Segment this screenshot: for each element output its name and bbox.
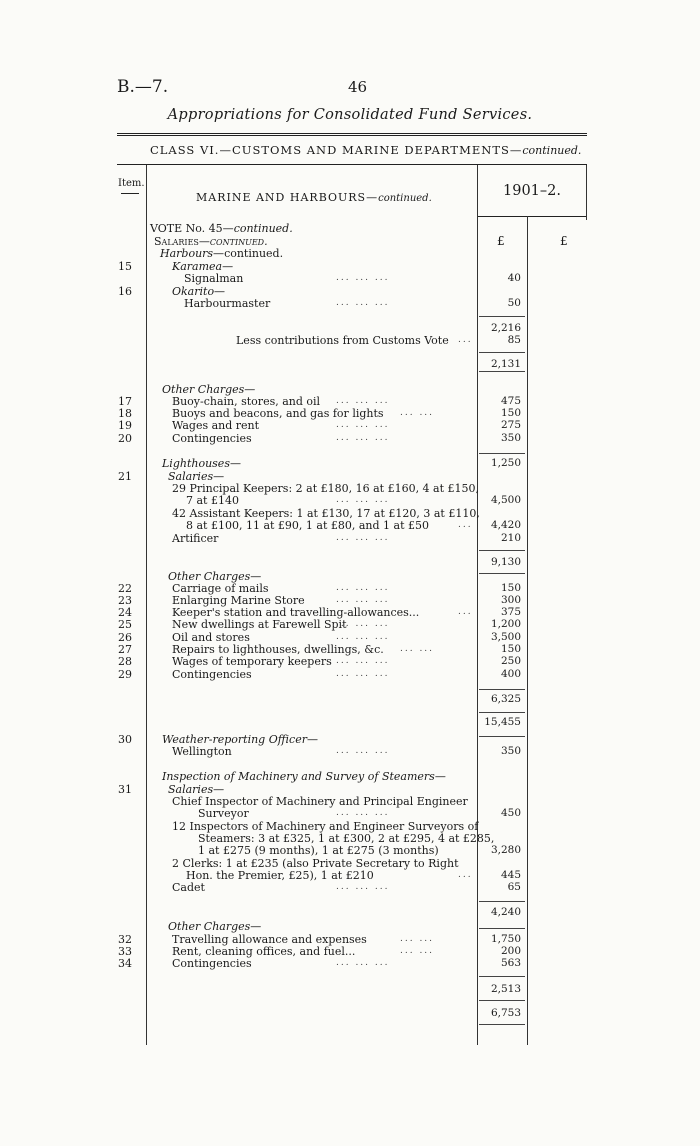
leader-dots: ... ... ... <box>336 583 390 593</box>
year-column-header: 1901–2. <box>503 183 561 199</box>
table-row <box>0 618 700 631</box>
item-number: 21 <box>118 470 132 483</box>
item-number: 17 <box>118 395 132 408</box>
page-number: 46 <box>348 78 368 96</box>
item-number: 27 <box>118 643 132 656</box>
subtotal-rule <box>479 573 525 574</box>
item-description: Cadet <box>172 881 205 894</box>
section-heading: MARINE AND HARBOURS—continued. <box>196 191 432 204</box>
table-row <box>0 432 700 445</box>
table-row <box>0 920 700 933</box>
item-number: 24 <box>118 606 132 619</box>
item-description: 7 at £140 <box>186 494 239 507</box>
title-rule-double <box>117 135 587 136</box>
item-description: Surveyor <box>198 807 249 820</box>
item-number: 16 <box>118 285 132 298</box>
subtotal-rule <box>479 1000 525 1001</box>
item-header-dash <box>121 193 139 194</box>
table-row <box>0 358 700 371</box>
leader-dots: ... <box>458 335 473 345</box>
amount-value: 445 <box>500 869 521 881</box>
subtotal-rule <box>479 928 525 929</box>
item-description: Repairs to lighthouses, dwellings, &c. <box>172 643 384 656</box>
table-row <box>0 1007 700 1020</box>
item-description: Travelling allowance and expenses <box>172 933 367 946</box>
leader-dots: ... ... ... <box>336 958 390 968</box>
leader-dots: ... ... ... <box>336 420 390 430</box>
item-description: Lighthouses— <box>162 457 241 470</box>
item-number: 15 <box>118 260 132 273</box>
amount-value: 150 <box>500 582 521 594</box>
amount-value: 563 <box>500 957 521 969</box>
table-row <box>0 668 700 681</box>
subtotal-rule <box>479 316 525 317</box>
item-number: 29 <box>118 668 132 681</box>
leader-dots: ... ... ... <box>336 298 390 308</box>
leader-dots: ... ... ... <box>336 808 390 818</box>
subtotal-rule <box>479 736 525 737</box>
subtotal-rule <box>479 371 525 372</box>
amount-value: 4,420 <box>490 519 521 531</box>
table-row <box>0 519 700 532</box>
item-description: Artificer <box>172 532 219 545</box>
amount-value: 1,200 <box>490 618 521 630</box>
amount-value: 350 <box>500 432 521 444</box>
item-description: Other Charges— <box>168 570 262 583</box>
amount-value: 275 <box>500 419 521 431</box>
item-number: 20 <box>118 432 132 445</box>
amount-value: 85 <box>507 334 521 346</box>
item-description: Salaries— <box>168 470 225 483</box>
item-description: Chief Inspector of Machinery and Principal Engineer <box>172 795 468 808</box>
item-description: 8 at £100, 11 at £90, 1 at £80, and 1 at £50 <box>186 519 430 532</box>
amount-value: 4,240 <box>490 906 521 918</box>
amount-value: 1,750 <box>490 933 521 945</box>
amount-value: 475 <box>500 395 521 407</box>
item-description: Weather-reporting Officer— <box>162 733 318 746</box>
amount-value: 350 <box>500 745 521 757</box>
item-description: Less contributions from Customs Vote <box>236 334 449 347</box>
item-description: Contingencies <box>172 957 252 970</box>
amount-value: 400 <box>500 668 521 680</box>
subtotal-rule <box>479 453 525 454</box>
page-title: Appropriations for Consolidated Fund Services. <box>167 107 533 123</box>
right-edge-line <box>586 165 587 220</box>
continued-note: continued. <box>224 247 284 260</box>
subtotal-rule <box>479 712 525 713</box>
leader-dots: ... <box>458 607 473 617</box>
table-row <box>0 844 700 857</box>
table-row <box>0 272 700 285</box>
item-number: 19 <box>118 419 132 432</box>
item-number: 23 <box>118 594 132 607</box>
table-row <box>0 716 700 729</box>
continued-note: continued. <box>233 222 293 235</box>
item-description: Steamers: 3 at £325, 1 at £300, 2 at £295, 4 at £285, <box>198 832 495 845</box>
item-number: 28 <box>118 655 132 668</box>
amount-value: 2,216 <box>490 322 521 334</box>
subtotal-rule <box>479 901 525 902</box>
subtotal-rule <box>479 689 525 690</box>
pound-sign-column-1: £ <box>497 234 505 248</box>
table-row <box>0 334 700 347</box>
table-row <box>0 532 700 545</box>
table-row <box>0 222 700 235</box>
item-description: 29 Principal Keepers: 2 at £180, 16 at £160, 4 at £150, <box>172 482 480 495</box>
leader-dots: ... <box>458 520 473 530</box>
table-row <box>0 770 700 783</box>
amount-value: 65 <box>507 881 521 893</box>
amount-value: 50 <box>507 297 521 309</box>
table-row <box>0 655 700 668</box>
pound-sign-column-2: £ <box>560 234 568 248</box>
item-description: Keeper's station and travelling-allowances... <box>172 606 420 619</box>
leader-dots: ... ... <box>400 946 435 956</box>
table-row <box>0 881 700 894</box>
title-rule <box>117 133 587 134</box>
item-description: Karamea— <box>172 260 234 273</box>
item-description: New dwellings at Farewell Spit <box>172 618 347 631</box>
table-row <box>0 457 700 470</box>
item-description: Carriage of mails <box>172 582 269 595</box>
item-description: Harbourmaster <box>184 297 271 310</box>
table-row <box>0 983 700 996</box>
document-reference: B.—7. <box>117 77 169 97</box>
item-description: Enlarging Marine Store <box>172 594 305 607</box>
year-header-rule <box>478 216 587 217</box>
table-row <box>0 297 700 310</box>
leader-dots: ... ... ... <box>336 433 390 443</box>
leader-dots: ... ... ... <box>336 595 390 605</box>
table-row <box>0 247 700 260</box>
item-description: Rent, cleaning offices, and fuel... <box>172 945 356 958</box>
item-description: Harbours—continued. <box>160 247 284 260</box>
table-row <box>0 906 700 919</box>
table-row <box>0 957 700 970</box>
amount-value: 250 <box>500 655 521 667</box>
amount-value: 40 <box>507 272 521 284</box>
leader-dots: ... ... ... <box>336 495 390 505</box>
item-description: Buoy-chain, stores, and oil <box>172 395 321 408</box>
item-number: 22 <box>118 582 132 595</box>
item-description: Salaries—continued. <box>154 235 268 248</box>
amount-value: 6,325 <box>490 693 521 705</box>
continued-note: continued. <box>209 235 268 248</box>
amount-value: 150 <box>500 407 521 419</box>
item-description: Hon. the Premier, £25), 1 at £210 <box>186 869 374 882</box>
item-description: Other Charges— <box>162 383 256 396</box>
item-column-header: Item. <box>118 178 145 189</box>
class-heading: CLASS VI.—CUSTOMS AND MARINE DEPARTMENTS—continued. <box>150 143 582 157</box>
amount-value: 2,131 <box>490 358 521 370</box>
item-description: VOTE No. 45—continued. <box>150 222 293 235</box>
item-description: 2 Clerks: 1 at £235 (also Private Secretary to Right <box>172 857 459 870</box>
table-row <box>0 419 700 432</box>
subtotal-rule <box>479 1024 525 1025</box>
item-description: Wellington <box>172 745 232 758</box>
item-description: Inspection of Machinery and Survey of Steamers— <box>162 770 446 783</box>
leader-dots: ... ... ... <box>336 882 390 892</box>
item-description: Other Charges— <box>168 920 262 933</box>
item-number: 34 <box>118 957 132 970</box>
table-row <box>0 745 700 758</box>
leader-dots: ... ... ... <box>336 656 390 666</box>
item-number: 32 <box>118 933 132 946</box>
leader-dots: ... ... <box>400 934 435 944</box>
leader-dots: ... ... ... <box>336 619 390 629</box>
item-number: 26 <box>118 631 132 644</box>
amount-value: 375 <box>500 606 521 618</box>
item-number: 25 <box>118 618 132 631</box>
table-row <box>0 556 700 569</box>
leader-dots: ... ... ... <box>336 533 390 543</box>
item-description: Buoys and beacons, and gas for lights <box>172 407 384 420</box>
table-row <box>0 494 700 507</box>
amount-value: 450 <box>500 807 521 819</box>
leader-dots: ... ... ... <box>336 669 390 679</box>
leader-dots: ... ... ... <box>336 396 390 406</box>
item-number: 30 <box>118 733 132 746</box>
item-description: Oil and stores <box>172 631 250 644</box>
amount-value: 15,455 <box>484 716 521 728</box>
subtotal-rule <box>479 352 525 353</box>
leader-dots: ... ... <box>400 644 435 654</box>
leader-dots: ... <box>458 870 473 880</box>
item-description: Salaries— <box>168 783 225 796</box>
leader-dots: ... ... ... <box>336 632 390 642</box>
item-description: 42 Assistant Keepers: 1 at £130, 17 at £120, 3 at £110, <box>172 507 480 520</box>
item-description: Wages of temporary keepers <box>172 655 332 668</box>
amount-value: 200 <box>500 945 521 957</box>
item-description: Contingencies <box>172 432 252 445</box>
leader-dots: ... ... ... <box>336 273 390 283</box>
amount-value: 6,753 <box>490 1007 521 1019</box>
item-number: 33 <box>118 945 132 958</box>
amount-value: 1,250 <box>490 457 521 469</box>
amount-value: 9,130 <box>490 556 521 568</box>
item-number: 18 <box>118 407 132 420</box>
table-row <box>0 693 700 706</box>
amount-value: 4,500 <box>490 494 521 506</box>
subtotal-rule <box>479 550 525 551</box>
subtotal-rule <box>479 976 525 977</box>
table-row <box>0 807 700 820</box>
leader-dots: ... ... ... <box>336 746 390 756</box>
amount-value: 300 <box>500 594 521 606</box>
item-description: Contingencies <box>172 668 252 681</box>
amount-value: 210 <box>500 532 521 544</box>
leader-dots: ... ... <box>400 408 435 418</box>
item-description: Wages and rent <box>172 419 260 432</box>
amount-value: 2,513 <box>490 983 521 995</box>
item-description: 12 Inspectors of Machinery and Engineer Surveyors of <box>172 820 479 833</box>
table-top-rule <box>117 164 587 165</box>
amount-value: 3,500 <box>490 631 521 643</box>
amount-value: 150 <box>500 643 521 655</box>
item-number: 31 <box>118 783 132 796</box>
item-description: 1 at £275 (9 months), 1 at £275 (3 months) <box>198 844 439 857</box>
item-description: Okarito— <box>172 285 226 298</box>
item-description: Signalman <box>184 272 244 285</box>
amount-value: 3,280 <box>490 844 521 856</box>
